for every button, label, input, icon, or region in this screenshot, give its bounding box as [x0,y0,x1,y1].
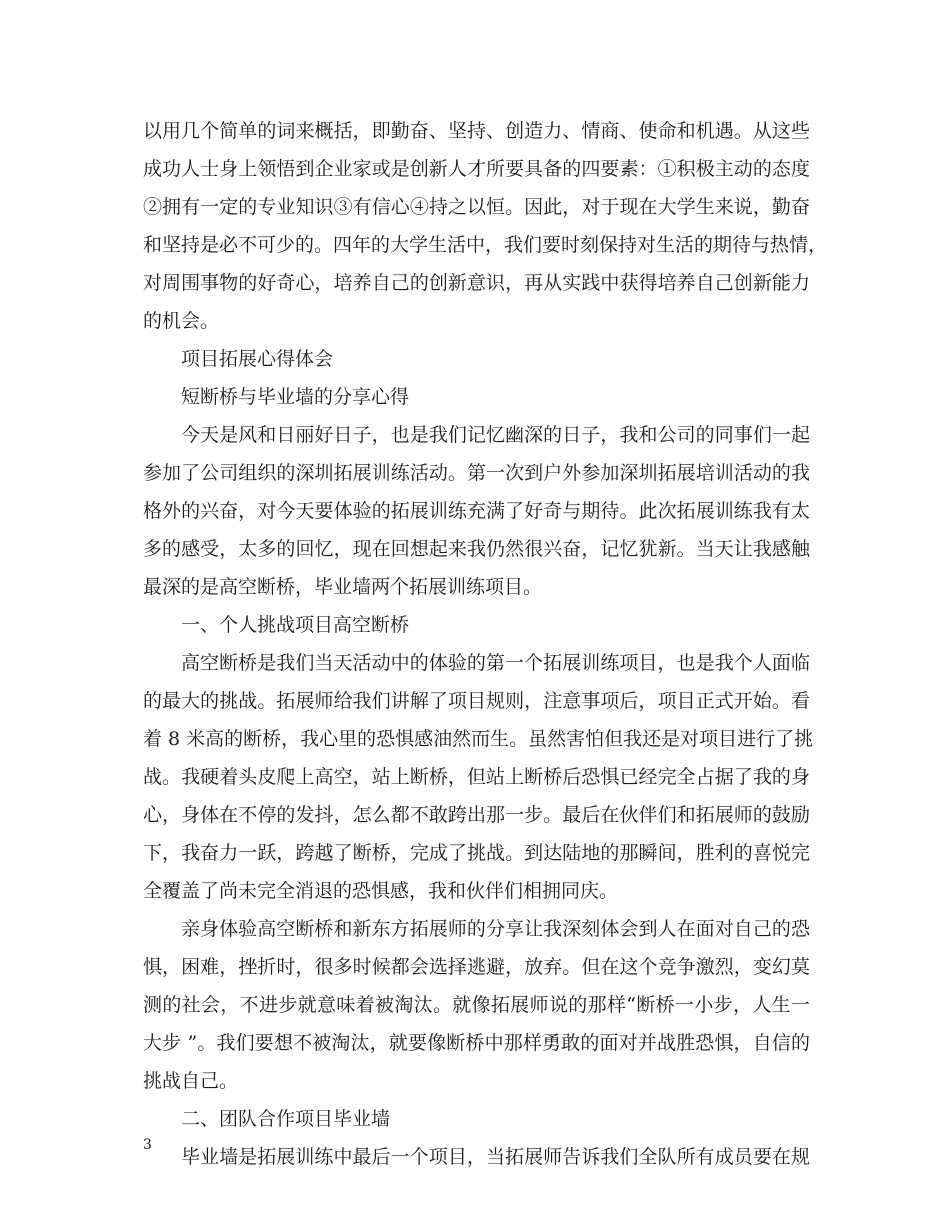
text-line: 大步 ”。我们要想不被淘汰，就要像断桥中那样勇敢的面对并战胜恐惧，自信的 [143,1032,810,1054]
text-line: 成功人士身上领悟到企业家或是创新人才所要具备的四要素：①积极主动的态度 [143,158,810,180]
text-line: 的最大的挑战。拓展师给我们讲解了项目规则，注意事项后，项目正式开始。看 [143,690,810,712]
text-line: 以用几个简单的词来概括，即勤奋、坚持、创造力、情商、使命和机遇。从这些 [143,120,810,142]
text-line: 参加了公司组织的深圳拓展训练活动。第一次到户外参加深圳拓展培训活动的我 [143,462,810,484]
text-line: 心，身体在不停的发抖，怎么都不敢跨出那一步。最后在伙伴们和拓展师的鼓励 [143,804,810,826]
text-line: 挑战自己。 [143,1070,239,1092]
text-line: 对周围事物的好奇心，培养自己的创新意识，再从实践中获得培养自己创新能力 [143,272,810,294]
text-line: ②拥有一定的专业知识③有信心④持之以恒。因此，对于现在大学生来说，勤奋 [143,196,810,218]
text-line: 格外的兴奋，对今天要体验的拓展训练充满了好奇与期待。此次拓展训练我有太 [143,500,810,522]
text-line: 战。我硬着头皮爬上高空，站上断桥，但站上断桥后恐惧已经完全占据了我的身 [143,766,810,788]
text-line: 着 8 米高的断桥，我心里的恐惧感油然而生。虽然害怕但我还是对项目进行了挑 [143,728,814,750]
section-heading: 短断桥与毕业墙的分享心得 [181,386,410,408]
text-line: 最深的是高空断桥，毕业墙两个拓展训练项目。 [143,576,543,598]
text-line: 多的感受，太多的回忆，现在回想起来我仍然很兴奋，记忆犹新。当天让我感触 [143,538,810,560]
text-line: 惧，困难，挫折时，很多时候都会选择逃避，放弃。但在这个竞争激烈，变幻莫 [143,956,810,978]
text-line: 亲身体验高空断桥和新东方拓展师的分享让我深刻体会到人在面对自己的恐 [181,918,810,940]
section-heading: 项目拓展心得体会 [181,348,334,370]
text-line: 下，我奋力一跃，跨越了断桥，完成了挑战。到达陆地的那瞬间，胜利的喜悦完 [143,842,810,864]
text-line: 毕业墙是拓展训练中最后一个项目，当拓展师告诉我们全队所有成员要在规 [181,1146,810,1168]
text-line: 今天是风和日丽好日子，也是我们记忆幽深的日子，我和公司的同事们一起 [181,424,810,446]
text-line: 高空断桥是我们当天活动中的体验的第一个拓展训练项目，也是我个人面临 [181,652,810,674]
text-line: 和坚持是必不可少的。四年的大学生活中，我们要时刻保持对生活的期待与热情， [143,234,828,256]
section-heading: 一、个人挑战项目高空断桥 [181,614,410,636]
text-line: 的机会。 [143,310,220,332]
section-heading: 二、团队合作项目毕业墙 [181,1108,391,1130]
text-line: 全覆盖了尚未完全消退的恐惧感，我和伙伴们相拥同庆。 [143,880,619,902]
document-body [143,112,828,1176]
text-line: 测的社会，不进步就意味着被淘汰。就像拓展师说的那样“断桥一小步，人生一 [143,994,810,1016]
page-number: 3 [143,1137,152,1153]
